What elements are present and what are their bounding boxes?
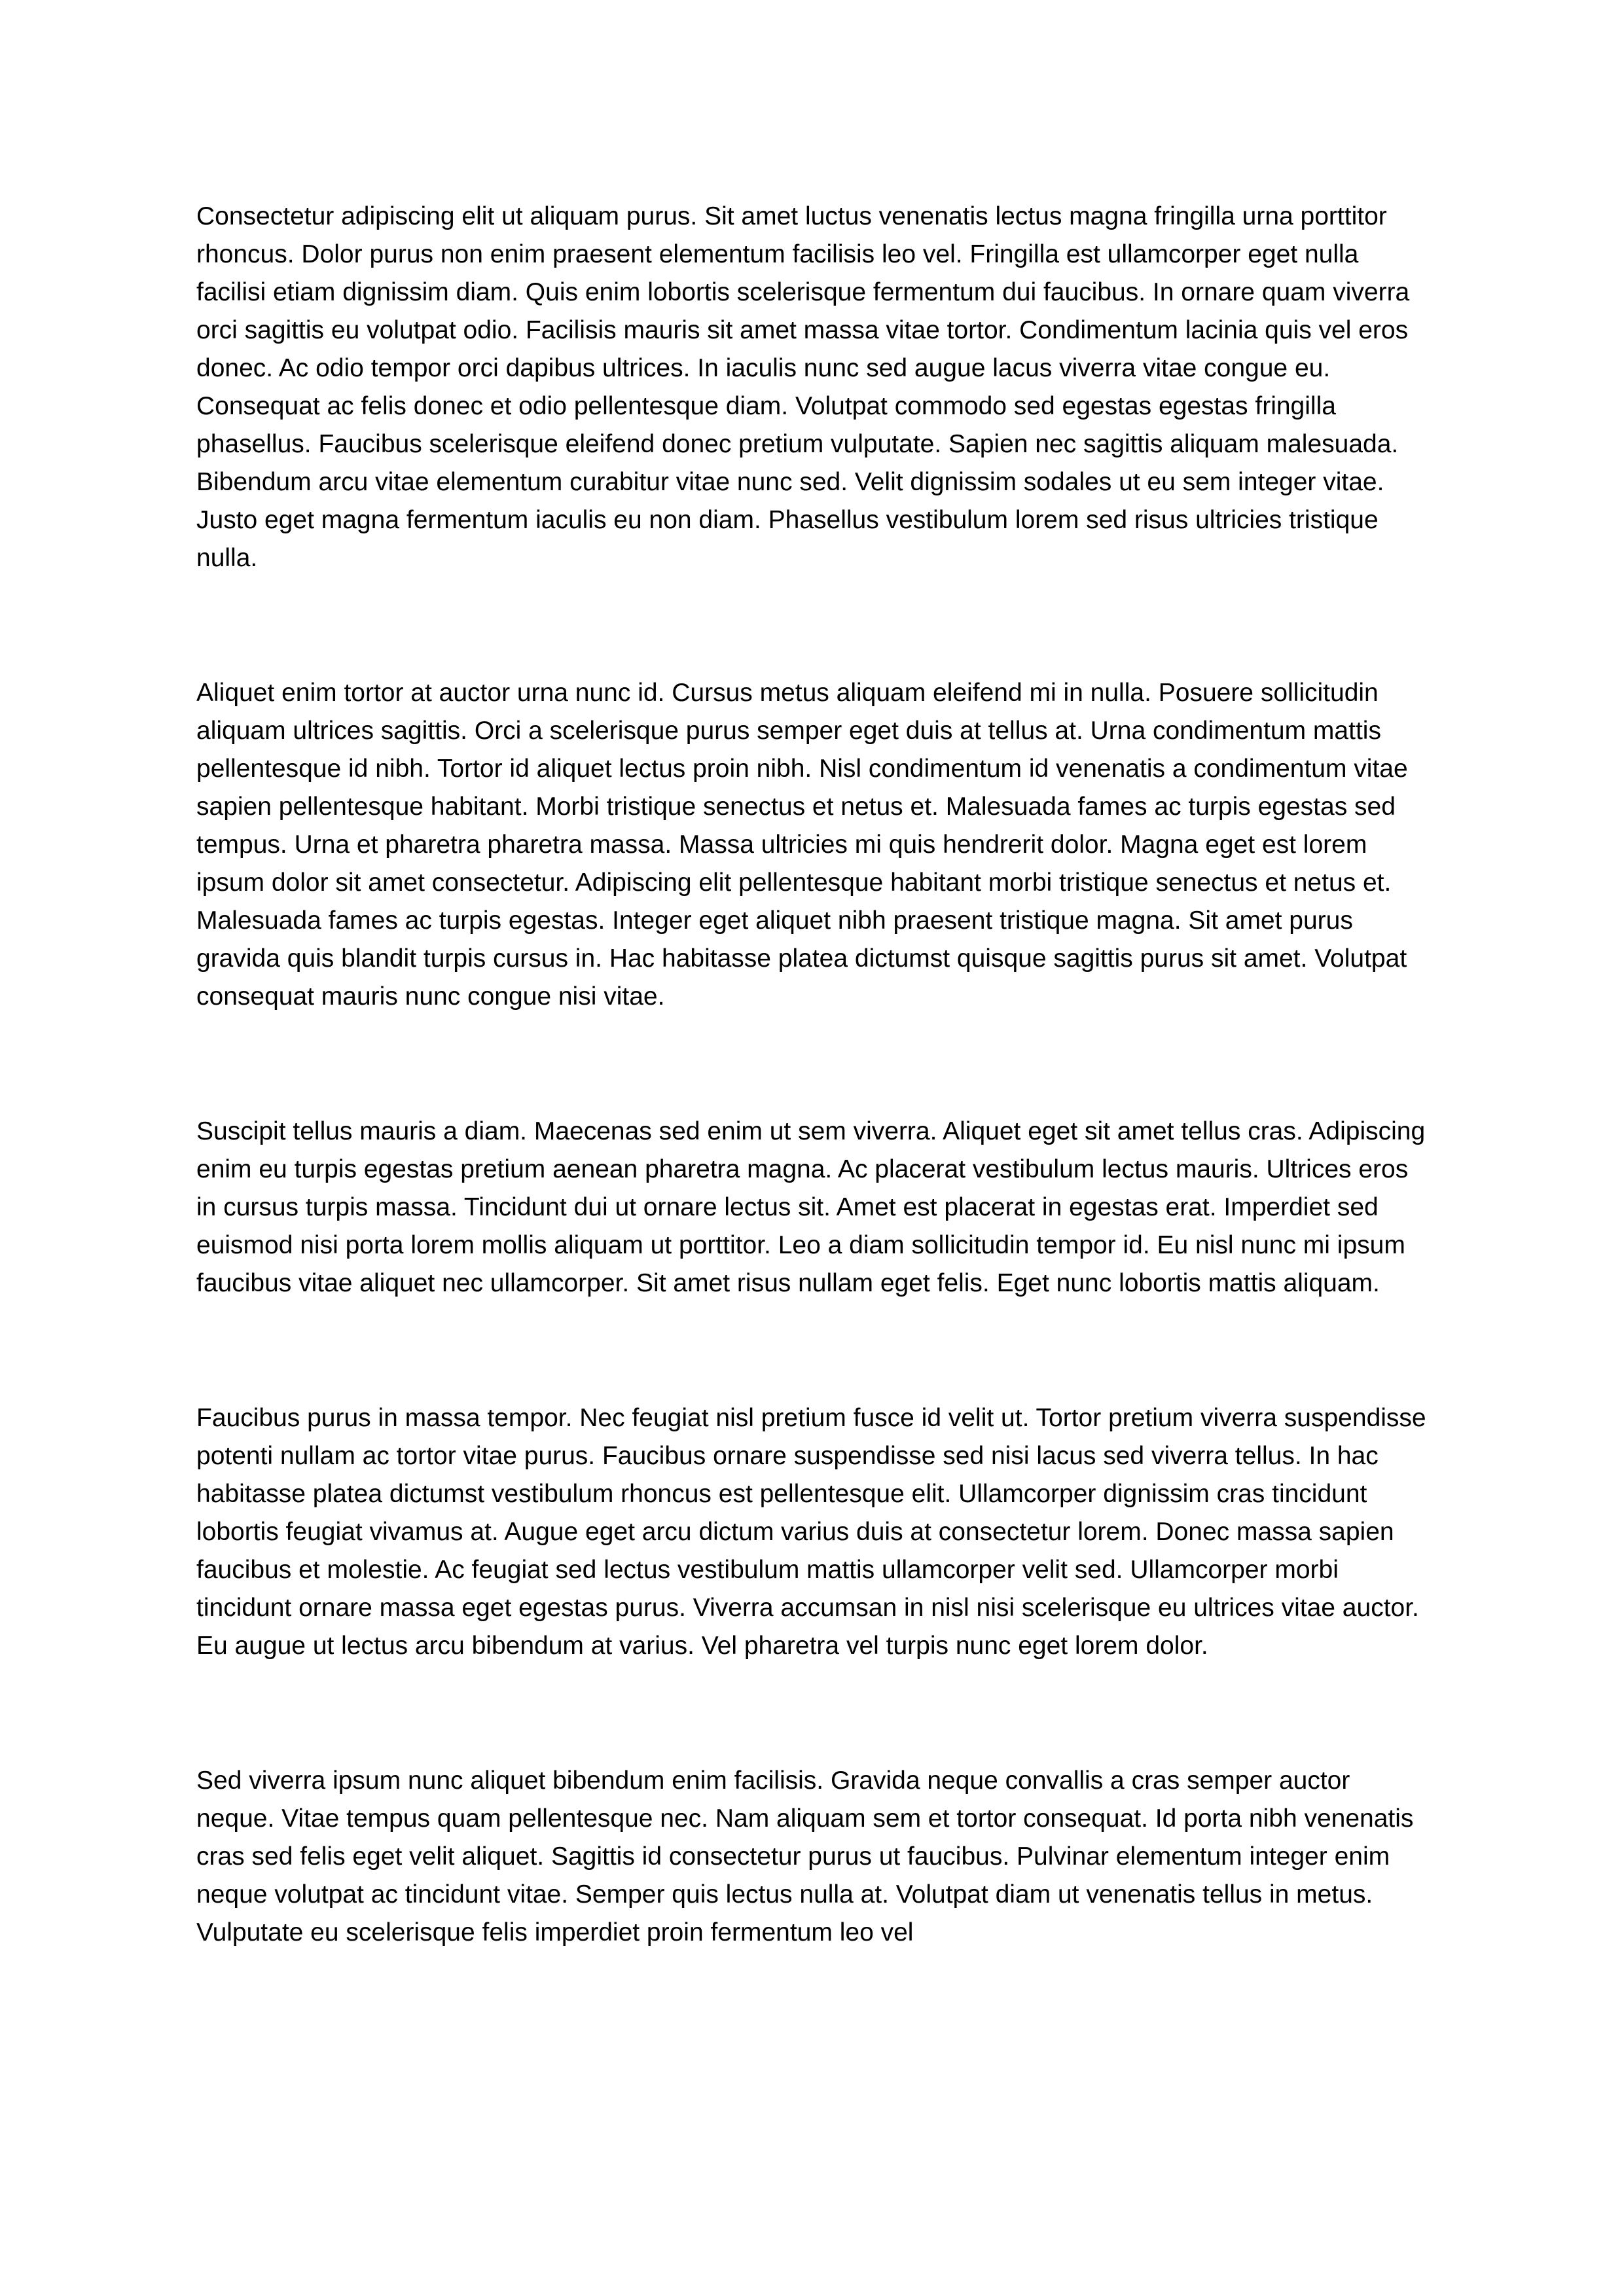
text-body	[196, 198, 1434, 1952]
paragraph: Consectetur adipiscing elit ut aliquam purus. Sit amet luctus venenatis lectus magna fringilla urna porttitor rhoncus. Dolor purus non enim praesent elementum facilisis leo vel. Fringilla est ullamcorper eget nulla facilisi etiam dignissim diam. Quis enim lobortis scelerisque fermentum dui faucibus. In ornare quam viverra orci sagittis eu volutpat odio. Facilisis mauris sit amet massa vitae tortor. Condimentum lacinia quis vel eros donec. Ac odio tempor orci dapibus ultrices. In iaculis nunc sed augue lacus viverra vitae congue eu. Consequat ac felis donec et odio pellentesque diam. Volutpat commodo sed egestas egestas fringilla phasellus. Faucibus scelerisque eleifend donec pretium vulputate. Sapien nec sagittis aliquam malesuada. Bibendum arcu vitae elementum curabitur vitae nunc sed. Velit dignissim sodales ut eu sem integer vitae. Justo eget magna fermentum iaculis eu non diam. Phasellus vestibulum lorem sed risus ultricies tristique nulla.	[196, 202, 1410, 572]
paragraph: Aliquet enim tortor at auctor urna nunc id. Cursus metus aliquam eleifend mi in nulla. Posuere sollicitudin aliquam ultrices sagittis. Orci a scelerisque purus semper eget duis at tellus at. Urna condimentum mattis pellentesque id nibh. Tortor id aliquet lectus proin nibh. Nisl condimentum id venenatis a condimentum vitae sapien pellentesque habitant. Morbi tristique senectus et netus et. Malesuada fames ac turpis egestas sed tempus. Urna et pharetra pharetra massa. Massa ultricies mi quis hendrerit dolor. Magna eget est lorem ipsum dolor sit amet consectetur. Adipiscing elit pellentesque habitant morbi tristique senectus et netus et. Malesuada fames ac turpis egestas. Integer eget aliquet nibh praesent tristique magna. Sit amet purus gravida quis blandit turpis cursus in. Hac habitasse platea dictumst quisque sagittis purus sit amet. Volutpat consequat mauris nunc congue nisi vitae.	[196, 679, 1408, 1011]
paragraph: Sed viverra ipsum nunc aliquet bibendum enim facilisis. Gravida neque convallis a cras semper auctor neque. Vitae tempus quam pellentesque nec. Nam aliquam sem et tortor consequat. Id porta nibh venenatis cras sed felis eget velit aliquet. Sagittis id consectetur purus ut faucibus. Pulvinar elementum integer enim neque volutpat ac tincidunt vitae. Semper quis lectus nulla at. Volutpat diam ut venenatis tellus in metus. Vulputate eu scelerisque felis imperdiet proin fermentum leo vel	[196, 1767, 1414, 1946]
paragraph: Faucibus purus in massa tempor. Nec feugiat nisl pretium fusce id velit ut. Tortor pretium viverra suspendisse potenti nullam ac tortor vitae purus. Faucibus ornare suspendisse sed nisi lacus sed viverra tellus. In hac habitasse platea dictumst vestibulum rhoncus est pellentesque elit. Ullamcorper dignissim cras tincidunt lobortis feugiat vivamus at. Augue eget arcu dictum varius duis at consectetur lorem. Donec massa sapien faucibus et molestie. Ac feugiat sed lectus vestibulum mattis ullamcorper velit sed. Ullamcorper morbi tincidunt ornare massa eget egestas purus. Viverra accumsan in nisl nisi scelerisque eu ultrices vitae auctor. Eu augue ut lectus arcu bibendum at varius. Vel pharetra vel turpis nunc eget lorem dolor.	[196, 1404, 1426, 1660]
paragraph: Suscipit tellus mauris a diam. Maecenas sed enim ut sem viverra. Aliquet eget sit amet tellus cras. Adipiscing enim eu turpis egestas pretium aenean pharetra magna. Ac placerat vestibulum lectus mauris. Ultrices eros in cursus turpis massa. Tincidunt dui ut ornare lectus sit. Amet est placerat in egestas erat. Imperdiet sed euismod nisi porta lorem mollis aliquam ut porttitor. Leo a diam sollicitudin tempor id. Eu nisl nunc mi ipsum faucibus vitae aliquet nec ullamcorper. Sit amet risus nullam eget felis. Eget nunc lobortis mattis aliquam.	[196, 1117, 1426, 1297]
